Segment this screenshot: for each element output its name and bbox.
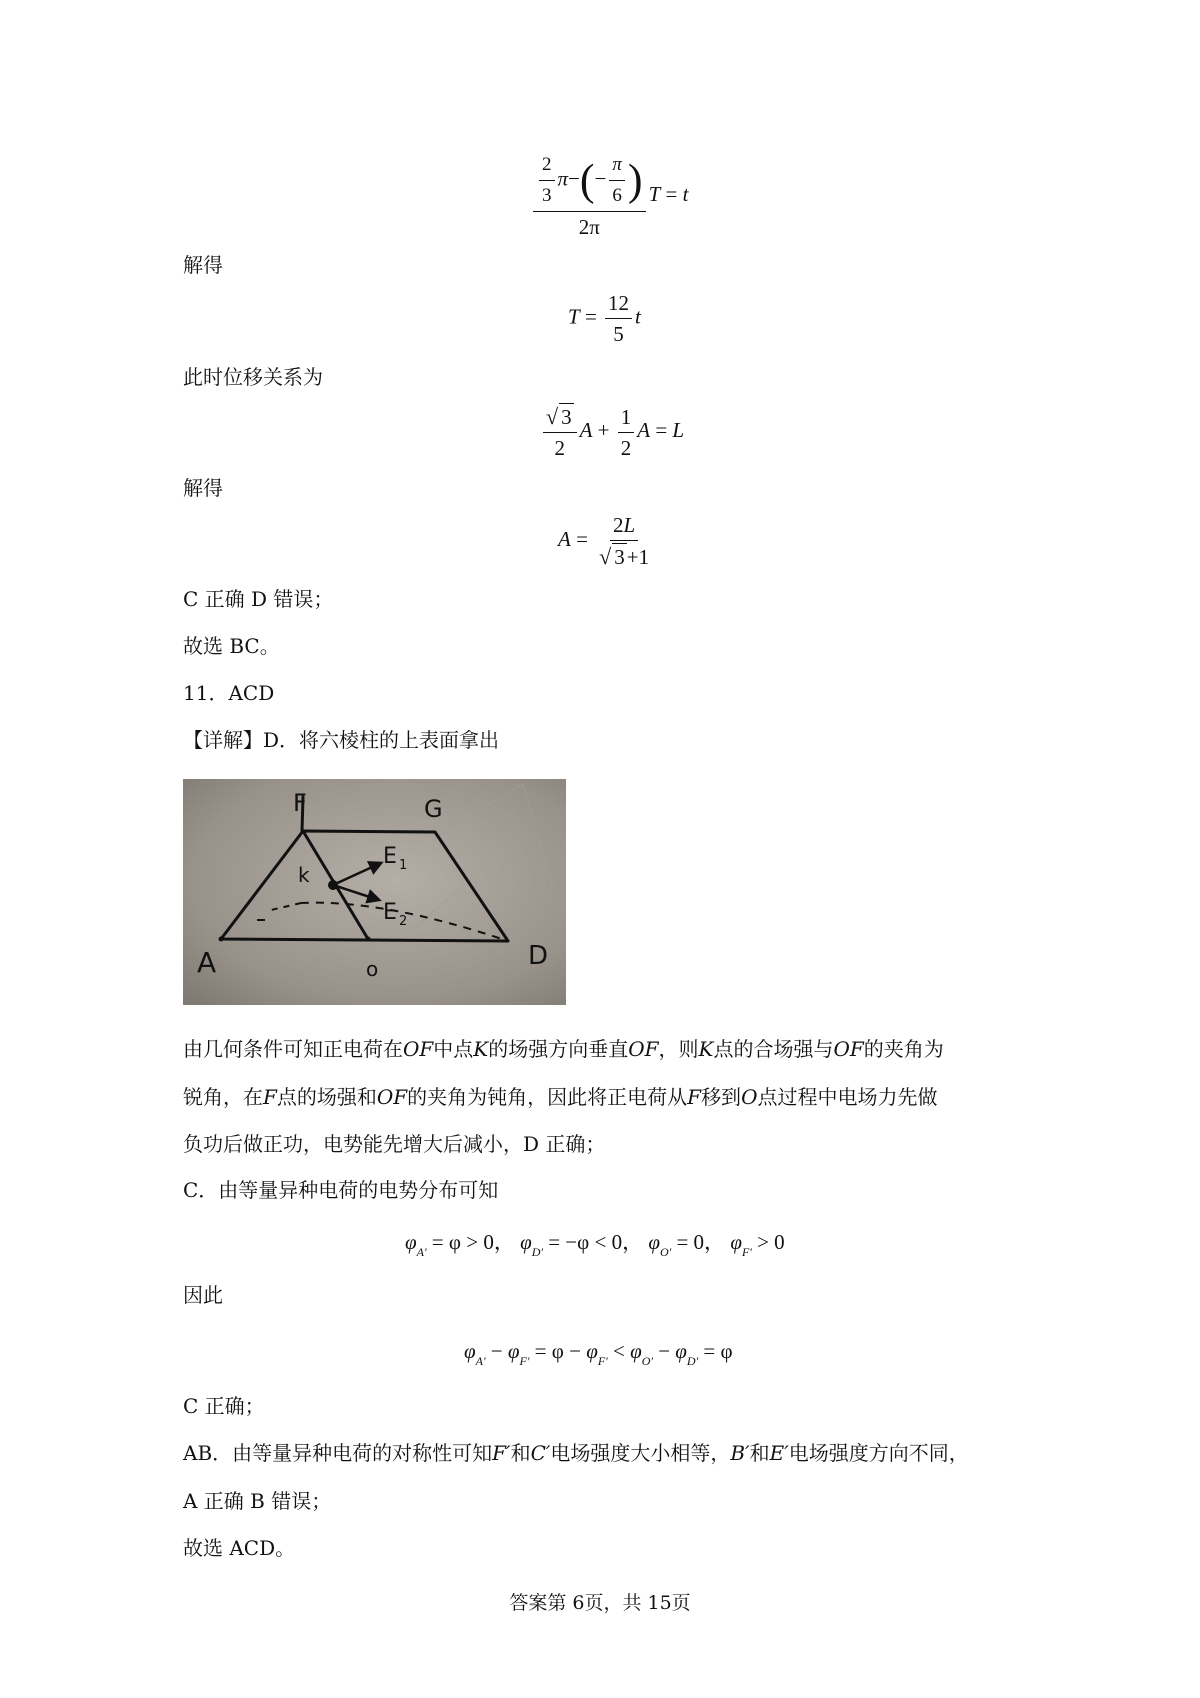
subscript-D: D' (531, 1245, 543, 1259)
text-choose-bc: 故选 BC。 (183, 634, 280, 658)
equals-sign: = (584, 304, 597, 329)
eq-text: − (485, 1339, 508, 1363)
var-A: A (637, 417, 651, 442)
phi-symbol: φ (405, 1230, 417, 1254)
frac-num: 12 (605, 290, 632, 319)
page-footer: 答案第 6页，共 15页 (509, 1592, 691, 1614)
label-K: k (298, 863, 310, 887)
plus-sign: + (597, 417, 610, 442)
label-E1-subscript: 1 (399, 858, 408, 873)
label-D: D (528, 941, 549, 971)
var-OF: OF (376, 1085, 408, 1109)
var-C-prime: C′ (530, 1441, 551, 1465)
equation-amplitude: A = $\frac{2L}{√ 3+1}$ (558, 513, 650, 569)
phi-symbol: φ (520, 1230, 532, 1254)
para-text: 电场强度大小相等， (550, 1441, 731, 1465)
para-text: ，则 (658, 1037, 699, 1061)
minus-sign: − (594, 166, 607, 191)
var-A: A (579, 417, 593, 442)
frac-num: π (612, 154, 622, 175)
outer-fraction (533, 152, 646, 240)
phi-symbol: φ (507, 1339, 520, 1363)
para1-line3: 负功后做正功，电势能先增大后减小，D 正确； (183, 1132, 606, 1156)
label-E2-subscript: 2 (399, 914, 408, 929)
frac-den: 2 (554, 436, 566, 460)
para-text: 由几何条件可知正电荷在 (183, 1037, 403, 1061)
para-text: 点过程中电场力先做 (757, 1085, 938, 1109)
text-detail (183, 728, 499, 752)
text-c-ok: C 正确； (183, 1394, 265, 1418)
var-t: t (682, 181, 689, 206)
eq-text: − (652, 1339, 676, 1363)
equals-sign: = (576, 526, 588, 551)
var-T: T (648, 181, 661, 206)
para-text: 移到 (701, 1085, 742, 1109)
detail-content: D．将六棱柱的上表面拿出 (263, 728, 500, 752)
frac-num: 1 (618, 404, 635, 433)
frac-num: 2 (613, 513, 624, 537)
para-text: 电场强度方向不同， (788, 1441, 969, 1465)
label-E2: E (383, 900, 397, 925)
subscript-F: F' (597, 1354, 608, 1368)
para1-line1 (183, 1037, 944, 1061)
point-O (366, 937, 371, 942)
equals-sign: = (665, 181, 678, 206)
label-E1: E (383, 844, 397, 869)
label-A: A (197, 946, 217, 979)
var-OF: OF (403, 1037, 434, 1061)
text-yinci: 因此 (183, 1283, 223, 1307)
detail-label: 【详解】 (183, 728, 263, 752)
text-c-correct-d-wrong: C 正确 D 错误； (183, 587, 334, 611)
eq-text: = φ − (529, 1339, 587, 1363)
frac-den: 5 (613, 322, 624, 346)
eq-text: = −φ < 0， (548, 1230, 644, 1254)
phi-symbol: φ (648, 1230, 660, 1254)
outer-numerator: $\frac{2}{3}$ π−(− $\frac{\pi}{6}$ ) (533, 152, 646, 212)
phi-symbol: φ (630, 1339, 642, 1363)
var-L: L (623, 513, 636, 537)
var-OF: OF (628, 1037, 659, 1061)
para-text: 和 (510, 1441, 531, 1465)
var-A: A (558, 526, 571, 551)
frac-den: 3 (542, 185, 552, 206)
subscript-A: A' (416, 1245, 427, 1259)
para-text: 的夹角为钝角，因此将正电荷从 (407, 1085, 688, 1109)
point-A (219, 937, 224, 942)
para-text: 锐角，在 (183, 1085, 263, 1109)
var-OF: OF (833, 1037, 864, 1061)
frac-num: 2 (539, 152, 555, 181)
para-text: AB．由等量异种电荷的对称性可知 (183, 1441, 493, 1465)
hexagonal-prism-top-face-figure (183, 779, 566, 1005)
var-T: T (568, 304, 580, 329)
subscript-O: O' (641, 1354, 653, 1368)
figure-sketch (183, 779, 566, 1005)
eq-text: > 0 (757, 1230, 785, 1254)
phi-symbol: φ (464, 1339, 476, 1363)
subscript-O: O' (659, 1245, 672, 1259)
subscript-D: D' (686, 1354, 699, 1368)
eq-text: = 0， (676, 1230, 726, 1254)
frac-den: 6 (612, 185, 622, 206)
para1-line2 (183, 1085, 937, 1109)
text-c-intro: C．由等量异种电荷的电势分布可知 (183, 1178, 499, 1202)
var-O: O (741, 1085, 758, 1109)
text-choose-acd: 故选 ACD。 (183, 1536, 296, 1560)
label-G: G (424, 795, 443, 823)
text-a-ok-b-wrong: A 正确 B 错误； (183, 1489, 332, 1513)
phi-symbol: φ (586, 1339, 598, 1363)
equals-sign: = (655, 417, 668, 442)
minus-sign: − (568, 166, 580, 191)
frac-den: 2 (620, 435, 632, 460)
text-jiede-1: 解得 (183, 253, 223, 277)
eq-text: = φ > 0， (431, 1230, 515, 1254)
para-ab (183, 1441, 969, 1465)
eq-text: < (607, 1339, 631, 1363)
var-t: t (635, 304, 641, 329)
label-F: F (293, 789, 307, 817)
var-F-prime: F′ (492, 1441, 511, 1465)
para-text: 和 (749, 1441, 770, 1465)
equation-potential-difference (464, 1339, 733, 1369)
var-F: F (687, 1085, 702, 1109)
subscript-F: F' (741, 1245, 752, 1259)
eq-text: = φ (698, 1339, 733, 1363)
subscript-A: A' (475, 1354, 486, 1368)
equation-period-result (568, 290, 641, 347)
para-text: 的场强方向垂直 (488, 1037, 629, 1061)
sqrt-arg: 3 (561, 405, 572, 429)
pi-symbol: π (557, 166, 569, 191)
var-F: F (263, 1085, 277, 1109)
phi-symbol: φ (730, 1230, 742, 1254)
para-text: 点的合场强与 (713, 1037, 834, 1061)
outer-denominator: 2π (578, 215, 600, 239)
frac-den-rest: +1 (626, 545, 650, 569)
var-K: K (473, 1037, 489, 1061)
para-text: 点的场强和 (276, 1085, 377, 1109)
var-K: K (698, 1037, 714, 1061)
sqrt-arg: 3 (614, 545, 625, 569)
para-text: 的夹角为 (863, 1037, 944, 1061)
phi-symbol: φ (675, 1339, 687, 1363)
text-jiede-2: 解得 (183, 476, 223, 500)
var-L: L (672, 417, 685, 442)
para-text: 中点 (433, 1037, 474, 1061)
text-q11-answer: 11．ACD (183, 681, 275, 705)
text-displacement-relation: 此时位移关系为 (183, 365, 323, 389)
label-O: o (366, 957, 379, 981)
equation-potentials (405, 1226, 785, 1260)
equation-period-fraction (530, 152, 688, 240)
var-E-prime: E′ (769, 1441, 789, 1465)
var-B-prime: B′ (730, 1441, 750, 1465)
equation-displacement: $\frac{√ 3}{2}$ A + $\frac{1}{2}$ A = L (540, 403, 684, 461)
subscript-F: F' (519, 1354, 530, 1368)
